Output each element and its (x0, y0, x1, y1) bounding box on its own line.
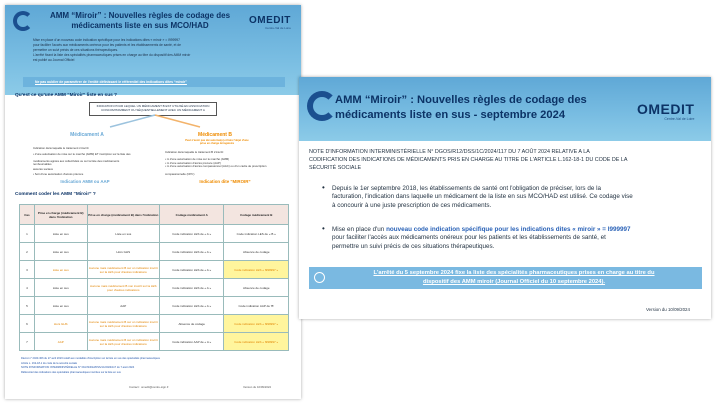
med-a-line-0: Indication dans laquelle le traitement s'inscrit: (33, 146, 90, 150)
cell: Absence de codage (224, 243, 289, 261)
cell: AAP (87, 297, 159, 315)
left-document-page (5, 5, 301, 399)
medicament-b-note: Peut n'avoir pas été autorisé(e) et faire l'objet d'une prise en charge dérogatoire (185, 139, 249, 145)
cell: Code indication LES « I999997 » (224, 333, 289, 351)
table-row (20, 279, 289, 297)
link-line-0[interactable]: L'arrêté du 5 septembre 2024 fixe la liste des spécialités pharmaceutiques prises en charge au titre du (373, 270, 655, 276)
left-logo-text: OMEDIT (249, 15, 291, 26)
question-1: Qu'est ce qu'une AMM “Miroir” liste en sus ? (15, 93, 118, 98)
med-a-line-4: • Soit d'une autorisation d'accès précoce (33, 172, 84, 176)
cell: 1 (20, 225, 35, 243)
left-omedit-logo (249, 15, 291, 30)
med-b-line-3: • ni d'une autorisation d'accès compassionnel (AAC) ou d'un cadre de prescription (165, 164, 267, 168)
bullet2-highlight: nouveau code indication spécifique pour les indications dites « miroir » = I999997 (386, 226, 631, 233)
cell: Code indication LES « I999997 » (224, 315, 289, 333)
cell: Absence de codage (159, 315, 224, 333)
cell: 4 (20, 279, 35, 297)
left-intro-2: permettre un suivi précis de ces situations thérapeutiques. (33, 48, 119, 52)
table-row (20, 315, 289, 333)
med-a-line-3: assurés sociaux (33, 167, 54, 171)
footer-note-2[interactable]: NOTE D'INFORMATION INTERMINISTÉRIELLE N° DGOS/R12/DSS/1C/2024/117 du 7 août 2024 (21, 366, 135, 369)
table-row (20, 297, 289, 315)
medicament-b-label: Médicament B (198, 132, 232, 138)
left-logo-ring-icon (13, 11, 33, 31)
med-a-line-2: médicaments agréés aux collectivités ou sur la liste des médicaments remboursables (33, 159, 120, 167)
cell: Aucune mais médicament B sur un indication inscrit sur la LES pour d'autres indications (87, 261, 159, 279)
footer-note-1[interactable]: Article L. 162-18-1 du code de la sécurité sociale (21, 362, 78, 365)
cell: Liste en sus (87, 225, 159, 243)
left-intro-1: pour faciliter l'accès aux médicaments onéreux pour les patients et les établissements de santé, et de (33, 43, 181, 47)
left-contact: Contact : omedit@centre-sign.fr (129, 385, 169, 389)
table-row (20, 243, 289, 261)
cell: 3 (20, 261, 35, 279)
cell: Code indication LES de « A » (159, 279, 224, 297)
question-2: Comment coder les AMM “Miroir” ? (15, 192, 96, 197)
bullet2-first-line (332, 226, 702, 234)
cell: Code indication AAP de « A » (159, 333, 224, 351)
cell: AAP (34, 333, 87, 351)
bullet-dot-icon: • (322, 183, 325, 192)
arrow-right (155, 115, 200, 127)
left-intro-4: est publié au Journal Officiel (33, 58, 75, 62)
med-a-footer: Indication AMM ou AAP (60, 179, 110, 184)
table-header-row (20, 205, 289, 225)
med-b-line-1: • ni d'une autorisation de mise sur le marché (AMM) (165, 157, 230, 161)
cell: 6 (20, 315, 35, 333)
cell: Code indication LES de « A » (159, 225, 224, 243)
right-logo-sub: Centre-Val de Loire (664, 117, 695, 121)
th-cas: Cas (20, 205, 35, 225)
left-title-line1: AMM “Miroir” : Nouvelles règles de codage des (49, 11, 231, 20)
med-a-line-1: • d'une autorisation de mise sur le marché (AMM) ET inscription sur la liste des (33, 152, 131, 156)
cell: Hors GHS (34, 315, 87, 333)
arrow-left (110, 115, 155, 127)
left-intro-0: Mise en place d'un nouveau code indication spécifique pour les indications dites « miroir » = I999997 (33, 38, 180, 42)
right-version: Version du 10/09/2024 (646, 307, 690, 312)
bullet-2 (322, 224, 702, 251)
cell: Liste en sus (34, 297, 87, 315)
cell: Hors GHS (87, 243, 159, 261)
th-codage-a: Codage médicament A (159, 205, 224, 225)
arrete-link-box[interactable] (309, 267, 702, 289)
cell: Code indication LES « I999997 » (224, 261, 289, 279)
med-b-line-0: Indication dans laquelle le traitement B s'inscrit: (165, 150, 224, 154)
right-document-page (299, 77, 711, 319)
bullet1-line-1: facturation, l'indication dans laquelle un médicament de la liste en sus MCO/HAD est utilisé. Ce codage vise (332, 193, 633, 201)
left-link-bar-text: Ne pas oublier de paramétrer de l'entité définissant le référentiel des indications dites “miroir” (35, 79, 187, 84)
cell: Aucune mais médicament B sur un indication inscrit sur la LES pour d'autres indications (87, 315, 159, 333)
footer-note-3[interactable]: Référentiel des indications des spécialités pharmaceutiques inscrites sur la liste en sus (21, 371, 121, 374)
table-row (20, 225, 289, 243)
link-clip-icon (314, 272, 325, 283)
footer-note-0[interactable]: Décret n° 2023-306 du 27 avril 2023 relatif aux modalités d'inscription sur la liste en sus des spécialités pharmaceutiques (21, 357, 160, 360)
left-intro-3: L'arrêté fixant la liste des spécialités pharmaceutiques prises en charge au titre du dispositif des AMM miroir (33, 53, 191, 57)
right-logo-ring-icon (307, 91, 337, 121)
left-logo-sub: Centre-Val de Loire (265, 26, 291, 30)
bullet2-line-2: permettre un suivi précis de ces situations thérapeutiques. (332, 242, 495, 250)
bullet-1 (322, 183, 702, 210)
link-line-1[interactable]: dispositif des AMM miroir (Journal Officiel du 10 septembre 2024). (422, 279, 606, 285)
right-title-line2: médicaments liste en sus - septembre 2024 (335, 109, 566, 121)
cell: Liste en sus (34, 243, 87, 261)
medicament-a-label: Médicament A (70, 132, 104, 138)
cell: Code indication LES de « A » (159, 243, 224, 261)
cell: Aucune mais médicament B non inscrit sur la LES pour d'autres indications (87, 279, 159, 297)
right-title-line1: AMM “Miroir” : Nouvelles règles de codage des (335, 94, 587, 106)
cell: Code indication LES de « A » (159, 297, 224, 315)
th-prise-a: Prise en charge (médicament B) dans l'indication (34, 205, 87, 225)
cell: Liste en sus (34, 225, 87, 243)
coding-table (19, 204, 289, 351)
cell: Liste en sus (34, 279, 87, 297)
left-link-bar[interactable] (23, 77, 285, 87)
med-b-line-2: • ni d'une autorisation d'accès précoce (AAP) (165, 161, 221, 165)
th-prise-b: Prise en charge (médicament B) dans l'indication (87, 205, 159, 225)
bullet-dot-icon: • (322, 224, 325, 233)
right-logo-text: OMEDIT (637, 101, 695, 117)
bullet1-line-0: Depuis le 1er septembre 2018, les établissements de santé ont l'obligation de préciser, lors de la (332, 185, 601, 192)
cell: Code indication LES de « A » (159, 261, 224, 279)
table-row (20, 333, 289, 351)
note-line-1: CODIFICATION DES INDICATIONS DE MÉDICAMENTS PRIS EN CHARGE AU TITRE DE L'ARTICLE L.162-18-1 DU CODE DE LA (309, 157, 628, 163)
bullet2-line-1: pour faciliter l'accès aux médicaments onéreux pour les patients et les établissements de santé, et (332, 234, 606, 242)
cell: Code indication LES de « B » (224, 225, 289, 243)
bullet2-prefix: Mise en place d'un (332, 226, 387, 233)
cell: 7 (20, 333, 35, 351)
note-line-0: NOTE D'INFORMATION INTERMINISTÉRIELLE N° DGOS/R12/DSS/1C/2024/117 DU 7 AOÛT 2024 RELATIVE A LA (309, 149, 590, 155)
definition-text: INDICATION POUR LEQUEL UN MÉDICAMENT B EST UTILISÉ EN ASSOCIATION CONCOMITAMMENT OU SÉQUENTIELLEMENT AVEC UN MÉDICAMENT A (96, 104, 210, 112)
med-b-footer: Indication dite “MIROIR” (199, 179, 251, 184)
left-title-line2: médicaments liste en sus MCO/HAD (71, 21, 209, 30)
cell: 5 (20, 297, 35, 315)
note-line-2: SÉCURITÉ SOCIALE (309, 165, 362, 171)
cell: 2 (20, 243, 35, 261)
cell: Code indication AAP de 'B' (224, 297, 289, 315)
arrows-diagram (65, 113, 245, 133)
right-omedit-logo (637, 101, 694, 121)
cell: Liste en sus (34, 261, 87, 279)
cell: Absence de codage (224, 279, 289, 297)
left-version: Version du 10/09/2024 (243, 385, 271, 389)
table-row (20, 261, 289, 279)
med-b-line-4: compassionnelle (CPC) (165, 172, 195, 176)
th-codage-b: Codage médicament B (224, 205, 289, 225)
cell: Aucune mais médicament B sur un indication inscrit sur la LES pour d'autres indications (87, 333, 159, 351)
bullet1-line-2: à concourir à une juste prescription de ces médicaments. (332, 201, 492, 209)
